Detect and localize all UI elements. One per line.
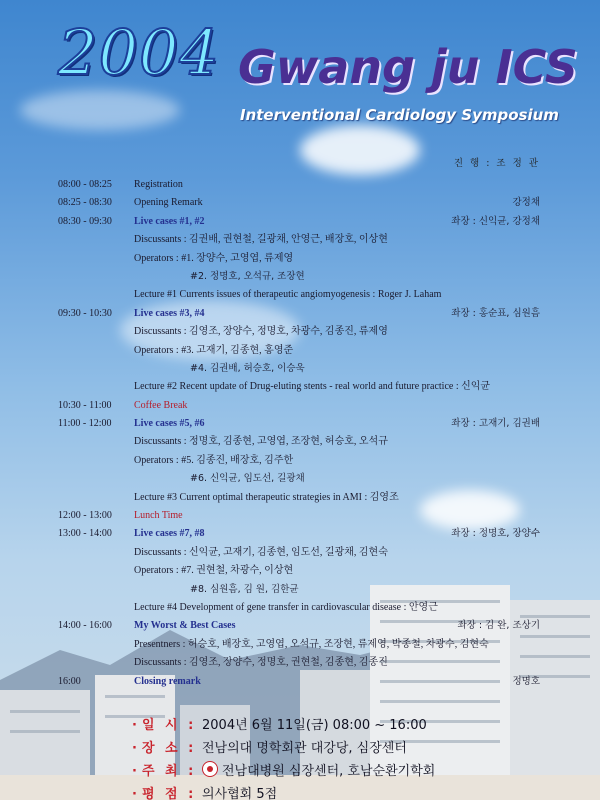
info-label-text: 일 시 : — [141, 718, 197, 733]
schedule-row — [58, 305, 540, 323]
schedule-chair: 강정채 — [512, 197, 540, 209]
info-label-text: 주 최 : — [141, 764, 197, 779]
info-label-text: 장 소 : — [141, 741, 197, 756]
schedule-row — [58, 415, 540, 433]
schedule-row — [58, 544, 540, 562]
schedule-item: Registration — [134, 179, 183, 190]
schedule-item: Discussants : 신익균, 고재기, 김종현, 임도선, 길광채, 김현숙 — [134, 546, 388, 558]
schedule-time: 10:30 - 11:00 — [58, 399, 112, 411]
cloud — [300, 125, 420, 175]
schedule-time: 13:00 - 14:00 — [58, 528, 112, 540]
schedule-item: Coffee Break — [134, 399, 188, 411]
schedule-row — [58, 378, 540, 396]
schedule-item: Lecture #4 Development of gene transfer in cardiovascular disease : 안영근 — [134, 601, 438, 613]
bullet-dot-icon: · — [132, 764, 140, 779]
schedule-item: My Worst & Best Cases — [134, 620, 236, 632]
schedule-row — [58, 213, 540, 231]
schedule-item: Operators : #1. 장양수, 고영엽, 류제영 — [134, 252, 294, 264]
event-title: Gwang ju ICS — [238, 40, 578, 94]
schedule-item: Lecture #3 Current optimal therapeutic strategies in AMI : 김영조 — [134, 491, 399, 503]
schedule-item: Live cases #3, #4 — [134, 307, 205, 319]
schedule-time: 08:30 - 09:30 — [58, 215, 112, 227]
info-label — [132, 760, 196, 779]
schedule-row — [58, 433, 540, 451]
hospital-logo-icon — [202, 761, 218, 777]
schedule-time: 16:00 — [58, 675, 81, 687]
schedule-row — [58, 525, 540, 543]
bullet-dot-icon: · — [132, 787, 140, 800]
info-value — [202, 760, 435, 779]
info-value — [202, 737, 407, 756]
schedule-chair: 좌장 : 김 완, 조상기 — [457, 620, 540, 632]
schedule-item: #2. 정명호, 오석규, 조장현 — [190, 270, 305, 282]
schedule-row — [58, 470, 540, 488]
bullet-dot-icon: · — [132, 718, 140, 733]
program-schedule — [58, 176, 540, 691]
schedule-row — [58, 397, 540, 415]
bullet-dot-icon: · — [132, 741, 140, 756]
year-title: 2004 — [58, 16, 220, 89]
schedule-time: 08:00 - 08:25 — [58, 179, 112, 190]
schedule-row — [58, 581, 540, 599]
schedule-time: 14:00 - 16:00 — [58, 620, 112, 632]
schedule-chair: 좌장 : 홍순표, 심원흠 — [451, 307, 540, 319]
schedule-chair: 좌장 : 고재기, 김권배 — [451, 418, 540, 430]
schedule-row — [58, 342, 540, 360]
schedule-item: Closing remark — [134, 675, 201, 687]
schedule-item: Operators : #7. 권현철, 차광수, 이상현 — [134, 565, 294, 577]
schedule-row — [58, 673, 540, 691]
cloud — [20, 90, 180, 130]
schedule-row — [58, 489, 540, 507]
schedule-item: Live cases #5, #6 — [134, 418, 205, 430]
schedule-row — [58, 176, 540, 194]
info-value-text: 의사협회 5점 — [202, 787, 278, 800]
info-value-text: 전남대병원 심장센터, 호남순환기학회 — [222, 764, 436, 779]
schedule-item: Discussants : 김영조, 장양수, 정명호, 차광수, 김종진, 류제영 — [134, 326, 388, 338]
schedule-row — [58, 286, 540, 304]
event-subtitle: Interventional Cardiology Symposium — [240, 106, 559, 124]
schedule-row — [58, 599, 540, 617]
schedule-item: Presentners : 허승호, 배장호, 고영엽, 오석규, 조장현, 류제영, 박종철, 차광수, 김현숙 — [134, 638, 489, 650]
schedule-item: #8. 심원흠, 김 원, 김한균 — [190, 583, 299, 595]
schedule-time: 08:25 - 08:30 — [58, 197, 112, 209]
info-label — [132, 783, 196, 800]
schedule-item: Discussants : 정명호, 김종현, 고영엽, 조장현, 허승호, 오석규 — [134, 436, 388, 448]
schedule-row — [58, 562, 540, 580]
schedule-item: Live cases #7, #8 — [134, 528, 205, 540]
info-value-text: 전남의대 명학회관 대강당, 심장센터 — [202, 741, 407, 756]
schedule-item: #4. 김권배, 허승호, 이승욱 — [190, 362, 305, 374]
schedule-item: Discussants : 김권배, 권현철, 길광채, 안영근, 배장호, 이상현 — [134, 234, 388, 246]
schedule-item: #6. 신익균, 임도선, 길광채 — [190, 473, 305, 485]
schedule-row — [58, 323, 540, 341]
schedule-row — [58, 268, 540, 286]
schedule-row — [58, 654, 540, 672]
info-label-text: 평 점 : — [141, 787, 197, 800]
schedule-item: Operators : #3. 고재기, 김종현, 홍영준 — [134, 344, 294, 356]
schedule-item: Live cases #1, #2 — [134, 215, 205, 227]
schedule-chair: 좌장 : 신익균, 강정채 — [451, 215, 540, 227]
info-label — [132, 737, 196, 756]
info-label — [132, 714, 196, 733]
schedule-row — [58, 250, 540, 268]
schedule-item: Lunch Time — [134, 510, 183, 522]
schedule-row — [58, 507, 540, 525]
schedule-row — [58, 231, 540, 249]
schedule-time: 09:30 - 10:30 — [58, 307, 112, 319]
schedule-item: Discussants : 김영조, 장양수, 정명호, 권현철, 김종현, 김종진 — [134, 657, 388, 669]
schedule-chair: 정명호 — [512, 675, 540, 687]
schedule-row — [58, 360, 540, 378]
info-value-text: 2004년 6월 11일(금) 08:00 ~ 16:00 — [202, 718, 427, 733]
schedule-row — [58, 194, 540, 212]
info-value — [202, 783, 277, 800]
schedule-row — [58, 636, 540, 654]
schedule-item: Opening Remark — [134, 197, 203, 209]
schedule-item: Operators : #5. 김종진, 배장호, 김주한 — [134, 454, 294, 466]
schedule-row — [58, 617, 540, 635]
organizer-credit: 진 행 : 조 정 관 — [453, 158, 540, 169]
schedule-item: Lecture #1 Currents issues of therapeutic angiomyogenesis : Roger J. Laham — [134, 289, 442, 301]
info-value — [202, 714, 427, 733]
schedule-item: Lecture #2 Recent update of Drug-eluting stents - real world and future practice : 신익균 — [134, 381, 491, 393]
schedule-chair: 좌장 : 정명호, 장양수 — [451, 528, 540, 540]
schedule-row — [58, 452, 540, 470]
schedule-time: 12:00 - 13:00 — [58, 510, 112, 522]
schedule-time: 11:00 - 12:00 — [58, 418, 112, 430]
